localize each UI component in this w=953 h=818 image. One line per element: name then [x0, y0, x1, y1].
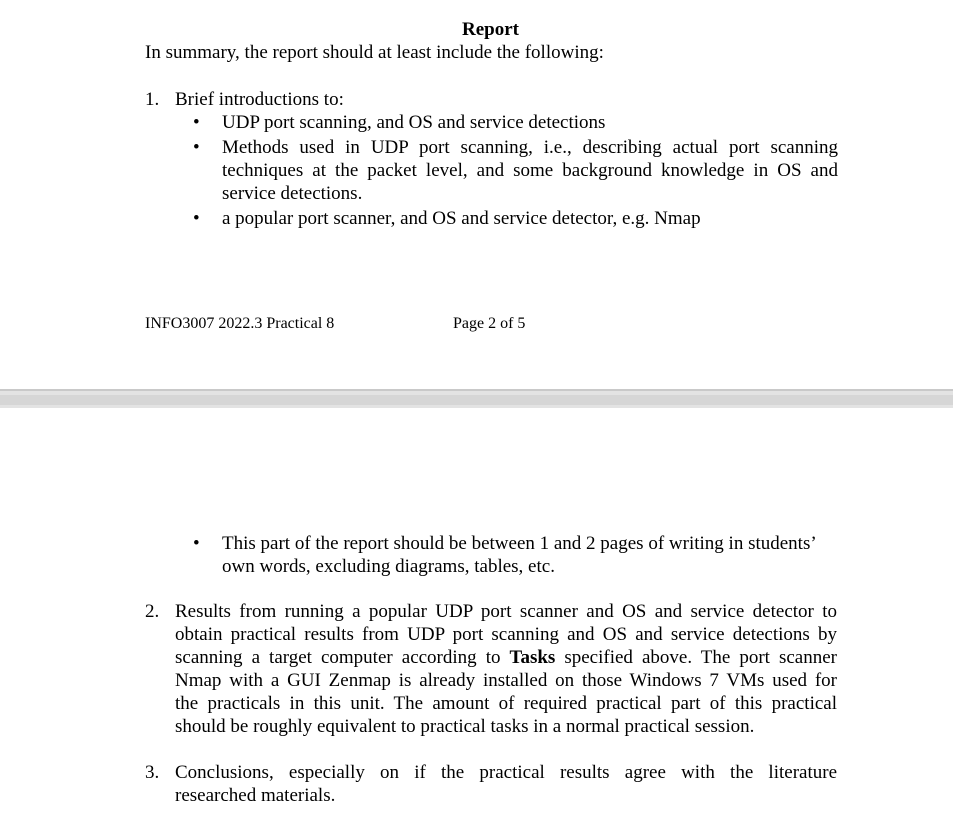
bullet-methods-line-1: Methods used in UDP port scanning, i.e., describing actual port scanning — [222, 137, 838, 158]
bullet-report-length-line-2: own words, excluding diagrams, tables, etc. — [222, 556, 555, 577]
item-3-number: 3. — [145, 762, 160, 783]
bullet-icon: • — [193, 533, 200, 554]
tasks-bold-text: Tasks — [509, 647, 556, 668]
item-2-line-5: the practicals in this unit. The amount of required practical part of this practical — [175, 693, 837, 714]
footer-course: INFO3007 2022.3 Practical 8 — [145, 315, 335, 332]
item-2-line-2: obtain practical results from UDP port scanning and OS and service detections by — [175, 624, 837, 645]
item-3-line-1: Conclusions, especially on if the practical results agree with the literature — [175, 762, 837, 783]
bullet-methods-line-2: techniques at the packet level, and some background knowledge in OS and — [222, 160, 838, 181]
item-2-line-1: Results from running a popular UDP port scanner and OS and service detector to — [175, 601, 837, 622]
bullet-icon: • — [193, 137, 200, 158]
bullet-icon: • — [193, 112, 200, 133]
item-1-number: 1. — [145, 89, 160, 110]
bullet-icon: • — [193, 208, 200, 229]
item-3-line-2: researched materials. — [175, 785, 336, 806]
item-1-label: Brief introductions to: — [175, 89, 344, 110]
document-page-2 — [0, 0, 953, 389]
report-heading: Report — [462, 19, 519, 40]
item-2-line-6: should be roughly equivalent to practical tasks in a normal practical session. — [175, 716, 755, 737]
item-2-line-4: Nmap with a GUI Zenmap is already installed on those Windows 7 VMs used for — [175, 670, 837, 691]
bullet-report-length-line-1: This part of the report should be between 1 and 2 pages of writing in students’ — [222, 533, 817, 554]
page-separator-band — [0, 395, 953, 405]
bullet-udp-scanning: UDP port scanning, and OS and service detections — [222, 112, 606, 133]
item-2-line-3-end: specified above. The port scanner — [555, 647, 837, 668]
item-2-number: 2. — [145, 601, 160, 622]
item-2-line-3 — [175, 646, 837, 669]
bullet-port-scanner: a popular port scanner, and OS and service detector, e.g. Nmap — [222, 208, 701, 229]
bullet-methods-line-3: service detections. — [222, 183, 363, 204]
summary-intro: In summary, the report should at least include the following: — [145, 42, 604, 63]
item-2-line-3-start: scanning a target computer according to — [175, 647, 510, 668]
footer-page-number: Page 2 of 5 — [453, 315, 526, 332]
document-page-3 — [0, 408, 953, 818]
page-separator — [0, 389, 953, 408]
